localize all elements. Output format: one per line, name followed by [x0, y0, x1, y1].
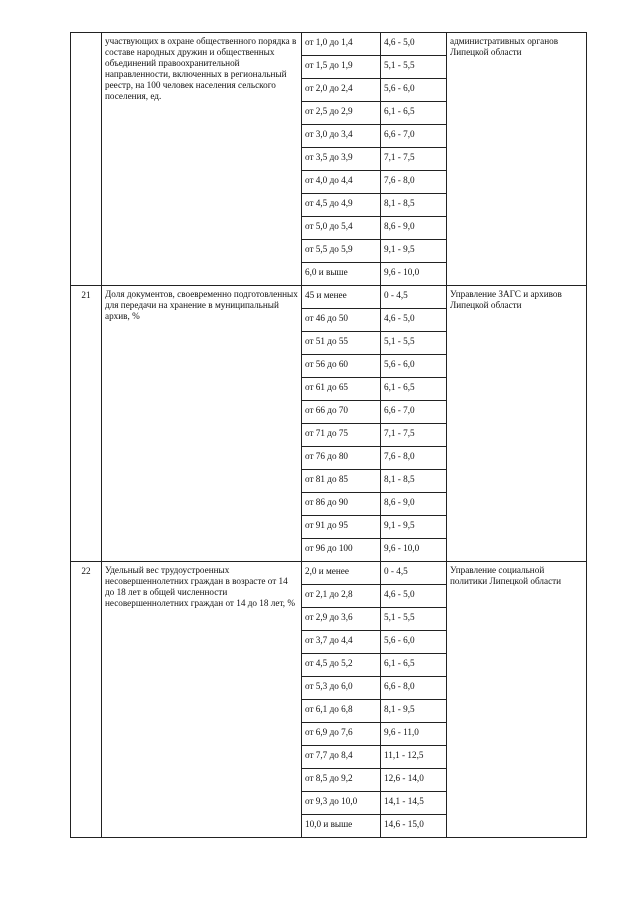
- value-range: от 2,5 до 2,9: [302, 102, 381, 125]
- score-range: 8,1 - 9,5: [381, 700, 447, 723]
- table-row: [71, 33, 587, 56]
- value-range: от 86 до 90: [302, 493, 381, 516]
- score-range: 9,6 - 10,0: [381, 263, 447, 286]
- value-range: от 5,3 до 6,0: [302, 677, 381, 700]
- score-range: 5,6 - 6,0: [381, 631, 447, 654]
- value-range: от 71 до 75: [302, 424, 381, 447]
- score-range: 8,1 - 8,5: [381, 470, 447, 493]
- value-range: от 66 до 70: [302, 401, 381, 424]
- score-range: 6,6 - 7,0: [381, 125, 447, 148]
- value-range: от 2,0 до 2,4: [302, 79, 381, 102]
- score-range: 0 - 4,5: [381, 286, 447, 309]
- value-range: от 1,0 до 1,4: [302, 33, 381, 56]
- value-range: от 6,9 до 7,6: [302, 723, 381, 746]
- score-range: 9,6 - 11,0: [381, 723, 447, 746]
- score-range: 5,1 - 5,5: [381, 332, 447, 355]
- value-range: от 5,5 до 5,9: [302, 240, 381, 263]
- score-range: 9,1 - 9,5: [381, 240, 447, 263]
- row-number: [71, 33, 102, 286]
- value-range: от 3,0 до 3,4: [302, 125, 381, 148]
- score-range: 9,1 - 9,5: [381, 516, 447, 539]
- value-range: от 6,1 до 6,8: [302, 700, 381, 723]
- value-range: от 4,0 до 4,4: [302, 171, 381, 194]
- responsible-organization: Управление социальной политики Липецкой области: [447, 562, 587, 838]
- value-range: от 4,5 до 5,2: [302, 654, 381, 677]
- score-range: 8,6 - 9,0: [381, 493, 447, 516]
- score-range: 6,6 - 7,0: [381, 401, 447, 424]
- score-range: 12,6 - 14,0: [381, 769, 447, 792]
- table-row: [71, 286, 587, 309]
- value-range: от 3,7 до 4,4: [302, 631, 381, 654]
- score-range: 5,1 - 5,5: [381, 608, 447, 631]
- value-range: от 9,3 до 10,0: [302, 792, 381, 815]
- value-range: от 4,5 до 4,9: [302, 194, 381, 217]
- score-range: 7,6 - 8,0: [381, 447, 447, 470]
- value-range: от 61 до 65: [302, 378, 381, 401]
- row-number: 22: [71, 562, 102, 838]
- score-range: 0 - 4,5: [381, 562, 447, 585]
- value-range: 6,0 и выше: [302, 263, 381, 286]
- score-range: 11,1 - 12,5: [381, 746, 447, 769]
- score-range: 14,1 - 14,5: [381, 792, 447, 815]
- score-range: 7,6 - 8,0: [381, 171, 447, 194]
- value-range: от 46 до 50: [302, 309, 381, 332]
- row-number: 21: [71, 286, 102, 562]
- value-range: 10,0 и выше: [302, 815, 381, 838]
- score-range: 8,6 - 9,0: [381, 217, 447, 240]
- score-range: 9,6 - 10,0: [381, 539, 447, 562]
- value-range: от 3,5 до 3,9: [302, 148, 381, 171]
- value-range: 45 и менее: [302, 286, 381, 309]
- value-range: от 8,5 до 9,2: [302, 769, 381, 792]
- score-range: 4,6 - 5,0: [381, 33, 447, 56]
- value-range: от 56 до 60: [302, 355, 381, 378]
- indicator-name: Удельный вес трудоустроенных несовершеннолетних граждан в возрасте от 14 до 18 лет в общей численности несовершеннолетних граждан от 14 до 18 лет, %: [102, 562, 302, 838]
- value-range: 2,0 и менее: [302, 562, 381, 585]
- responsible-organization: административных органов Липецкой области: [447, 33, 587, 286]
- value-range: от 51 до 55: [302, 332, 381, 355]
- responsible-organization: Управление ЗАГС и архивов Липецкой области: [447, 286, 587, 562]
- value-range: от 96 до 100: [302, 539, 381, 562]
- score-range: 5,1 - 5,5: [381, 56, 447, 79]
- value-range: от 81 до 85: [302, 470, 381, 493]
- score-range: 8,1 - 8,5: [381, 194, 447, 217]
- score-range: 14,6 - 15,0: [381, 815, 447, 838]
- value-range: от 5,0 до 5,4: [302, 217, 381, 240]
- score-range: 7,1 - 7,5: [381, 148, 447, 171]
- score-range: 6,1 - 6,5: [381, 102, 447, 125]
- value-range: от 2,9 до 3,6: [302, 608, 381, 631]
- score-range: 4,6 - 5,0: [381, 585, 447, 608]
- value-range: от 76 до 80: [302, 447, 381, 470]
- indicator-name: участвующих в охране общественного порядка в составе народных дружин и общественных объединений правоохранительной направленности, включенных в региональный реестр, на 100 человек населения сельского поселения, ед.: [102, 33, 302, 286]
- score-range: 6,1 - 6,5: [381, 654, 447, 677]
- score-range: 6,6 - 8,0: [381, 677, 447, 700]
- score-range: 7,1 - 7,5: [381, 424, 447, 447]
- score-range: 5,6 - 6,0: [381, 355, 447, 378]
- indicator-name: Доля документов, своевременно подготовленных для передачи на хранение в муниципальный архив, %: [102, 286, 302, 562]
- criteria-table: [70, 32, 587, 838]
- score-range: 4,6 - 5,0: [381, 309, 447, 332]
- score-range: 5,6 - 6,0: [381, 79, 447, 102]
- table-row: [71, 562, 587, 585]
- score-range: 6,1 - 6,5: [381, 378, 447, 401]
- value-range: от 2,1 до 2,8: [302, 585, 381, 608]
- value-range: от 1,5 до 1,9: [302, 56, 381, 79]
- value-range: от 7,7 до 8,4: [302, 746, 381, 769]
- value-range: от 91 до 95: [302, 516, 381, 539]
